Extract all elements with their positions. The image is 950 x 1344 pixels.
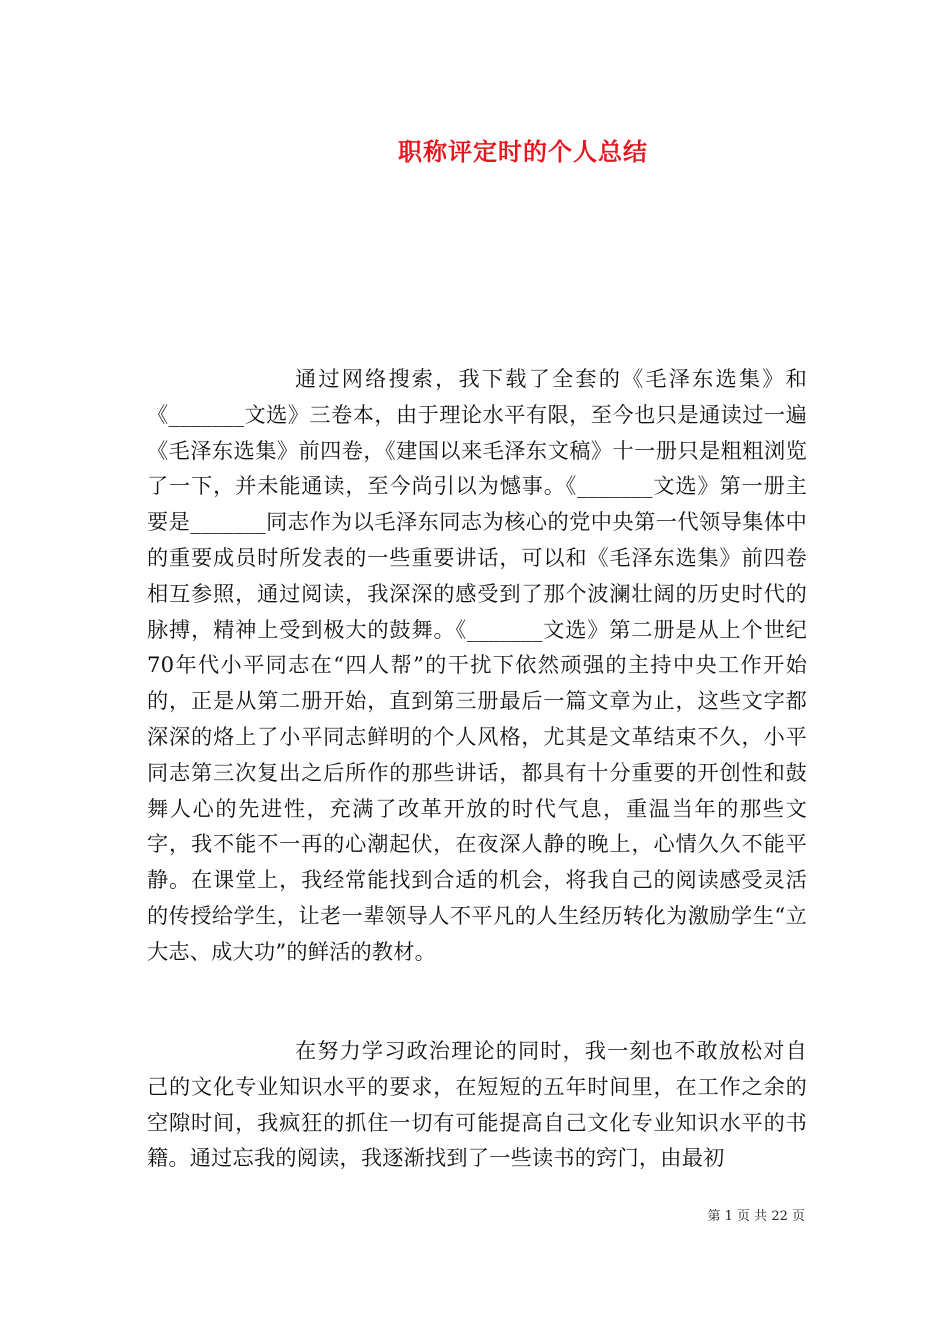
page-number-footer: 第 1 页 共 22 页 [707, 1209, 805, 1224]
paragraph-2: 在努力学习政治理论的同时，我一刻也不敢放松对自己的文化专业知识水平的要求，在短短的五年时间里，在工作之余的空隙时间，我疯狂的抓住一切有可能提高自己文化专业知识水平的书籍。通过忘我的阅读，我逐渐找到了一些读书的窍门，由最初 [147, 1038, 807, 1171]
paragraph-1-block [147, 361, 807, 970]
paragraph-2-block [147, 1033, 807, 1176]
document-title: 职称评定时的个人总结 [398, 137, 648, 166]
paragraph-1: 通过网络搜索，我下载了全套的《毛泽东选集》和《_______文选》三卷本，由于理论水平有限，至今也只是通读过一遍《毛泽东选集》前四卷，《建国以来毛泽东文稿》十一册只是粗粗浏览了一下，并未能通读，至今尚引以为憾事。《_______文选》第一册主要是_______同志作为以毛泽东同志为核心的党中央第一代领导集体中的重要成员时所发表的一些重要讲话，可以和《毛泽东选集》前四卷相互参照，通过阅读，我深深的感受到了那个波澜壮阔的历史时代的脉搏，精神上受到极大的鼓舞。《_______文选》第二册是从上个世纪70年代小平同志在“四人帮”的干扰下依然顽强的主持中央工作开始的，正是从第二册开始，直到第三册最后一篇文章为止，这些文字都深深的烙上了小平同志鲜明的个人风格，尤其是文革结束不久，小平同志第三次复出之后所作的那些讲话，都具有十分重要的开创性和鼓舞人心的先进性，充满了改革开放的时代气息，重温当年的那些文字，我不能不一再的心潮起伏，在夜深人静的晚上，心情久久不能平静。在课堂上，我经常能找到合适的机会，将我自己的阅读感受灵活的传授给学生，让老一辈领导人不平凡的人生经历转化为激励学生“立大志、成大功”的鲜活的教材。 [147, 366, 807, 964]
